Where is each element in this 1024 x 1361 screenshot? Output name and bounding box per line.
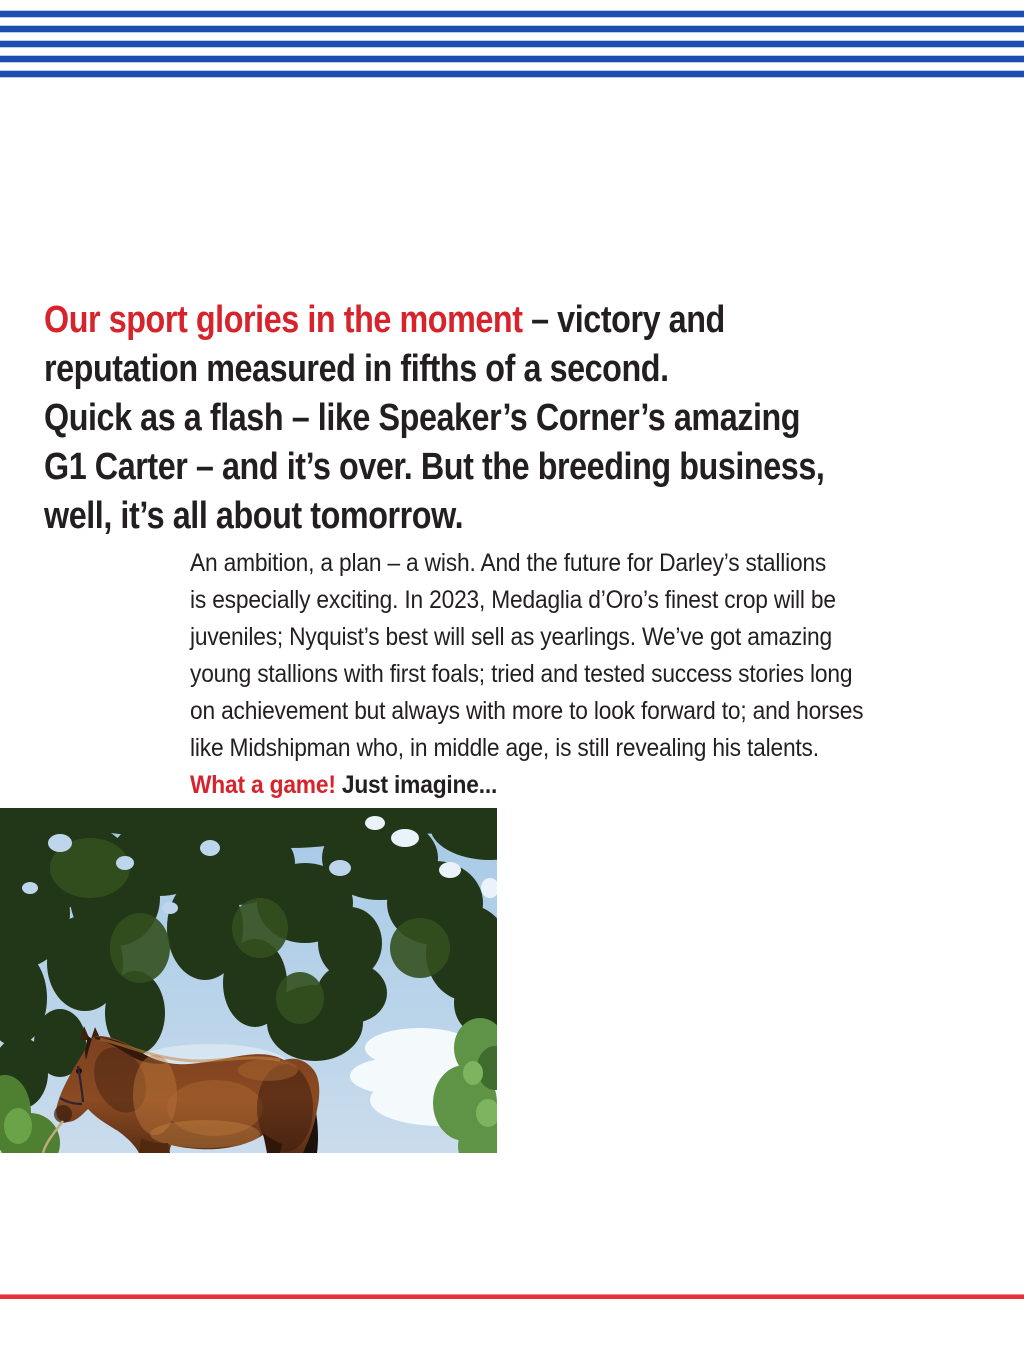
body-line: juveniles; Nyquist’s best will sell as yearlings. We’ve got amazing <box>190 623 832 651</box>
headline-line: well, it’s all about tomorrow. <box>44 495 464 537</box>
footer-rule <box>0 1294 1024 1299</box>
headline-line: G1 Carter – and it’s over. But the breeding business, <box>44 446 825 488</box>
body-highlight-rest: Just imagine... <box>335 771 498 799</box>
headline-line: Quick as a flash – like Speaker’s Corner’s amazing <box>44 397 801 439</box>
body-paragraph <box>190 545 1009 804</box>
body-highlight-line <box>190 767 1009 804</box>
headline-dark-tail: – victory and <box>522 299 725 341</box>
headline-line <box>44 296 979 345</box>
stripe <box>0 10 1024 18</box>
headline-line: reputation measured in fifths of a second. <box>44 348 669 390</box>
horse-rump-highlight <box>238 1059 298 1081</box>
horse-shoulder-highlight <box>133 1055 177 1135</box>
headline <box>44 296 979 541</box>
body-highlight-red: What a game! <box>190 771 336 799</box>
body-line: on achievement but always with more to look forward to; and horses <box>190 697 864 725</box>
body-line: An ambition, a plan – a wish. And the future for Darley’s stallions <box>190 549 827 577</box>
stripe <box>0 25 1024 33</box>
horse-photo <box>0 808 497 1153</box>
headline-red-lead: Our sport glories in the moment <box>44 299 523 341</box>
top-stripe-decoration <box>0 10 1024 85</box>
body-line: is especially exciting. In 2023, Medaglia d’Oro’s finest crop will be <box>190 586 836 614</box>
stripe <box>0 55 1024 63</box>
body-line: young stallions with first foals; tried and tested success stories long <box>190 660 853 688</box>
stripe <box>0 40 1024 48</box>
horse-muzzle <box>54 1105 72 1123</box>
body-line: like Midshipman who, in middle age, is still revealing his talents. <box>190 734 819 762</box>
stripe <box>0 70 1024 78</box>
